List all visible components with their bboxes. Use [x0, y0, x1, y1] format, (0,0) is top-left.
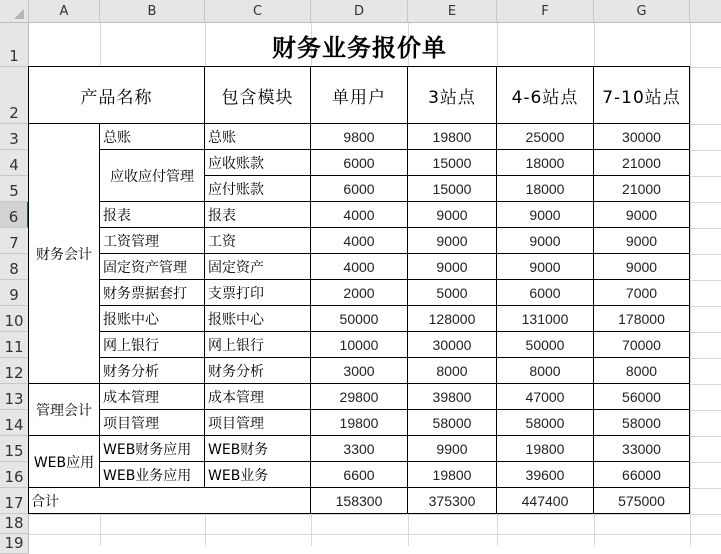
price-7-10-sites[interactable]: 8000 — [593, 357, 690, 384]
price-7-10-sites[interactable]: 7000 — [593, 279, 690, 306]
price-4-6-sites[interactable]: 50000 — [496, 331, 594, 358]
column-header-c[interactable]: C — [205, 0, 311, 23]
row-header-17[interactable]: 17 — [0, 488, 29, 514]
product-cell[interactable]: 应收应付管理 — [99, 149, 205, 202]
price-4-6-sites[interactable]: 131000 — [496, 305, 594, 332]
price-4-6-sites[interactable]: 9000 — [496, 227, 594, 254]
header-3-sites[interactable]: 3站点 — [407, 66, 497, 124]
module-cell[interactable]: WEB财务 — [204, 435, 311, 462]
total-label[interactable]: 合计 — [28, 487, 311, 514]
price-7-10-sites[interactable]: 178000 — [593, 305, 690, 332]
gridline — [29, 534, 721, 535]
price-3-sites[interactable]: 15000 — [407, 149, 497, 176]
price-3-sites[interactable]: 128000 — [407, 305, 497, 332]
module-cell[interactable]: 成本管理 — [204, 383, 311, 410]
product-cell[interactable]: 项目管理 — [99, 409, 205, 436]
row-header-11[interactable]: 11 — [0, 332, 29, 358]
price-single-user[interactable]: 2000 — [310, 279, 408, 306]
header-modules[interactable]: 包含模块 — [204, 66, 311, 124]
product-cell[interactable]: 总账 — [99, 123, 205, 150]
total-3-sites[interactable]: 375300 — [407, 487, 497, 514]
product-cell[interactable]: 报账中心 — [99, 305, 205, 332]
price-7-10-sites[interactable]: 66000 — [593, 461, 690, 488]
price-single-user[interactable]: 10000 — [310, 331, 408, 358]
product-cell[interactable]: 财务票据套打 — [99, 279, 205, 306]
price-4-6-sites[interactable]: 47000 — [496, 383, 594, 410]
row-header-4[interactable]: 4 — [0, 150, 29, 176]
price-7-10-sites[interactable]: 9000 — [593, 253, 690, 280]
price-4-6-sites[interactable]: 9000 — [496, 253, 594, 280]
row-header-14[interactable]: 14 — [0, 410, 29, 436]
module-cell[interactable]: 报账中心 — [204, 305, 311, 332]
price-7-10-sites[interactable]: 21000 — [593, 175, 690, 202]
price-3-sites[interactable]: 5000 — [407, 279, 497, 306]
select-all-triangle-icon — [14, 9, 24, 19]
price-7-10-sites[interactable]: 30000 — [593, 123, 690, 150]
header-4-6-sites[interactable]: 4-6站点 — [496, 66, 594, 124]
price-7-10-sites[interactable]: 56000 — [593, 383, 690, 410]
price-single-user[interactable]: 6600 — [310, 461, 408, 488]
row-header-19[interactable]: 19 — [0, 534, 29, 554]
price-single-user[interactable]: 3000 — [310, 357, 408, 384]
module-cell[interactable]: 应付账款 — [204, 175, 311, 202]
price-single-user[interactable]: 50000 — [310, 305, 408, 332]
group-management-accounting[interactable]: 管理会计 — [28, 383, 100, 436]
module-cell[interactable]: WEB业务 — [204, 461, 311, 488]
price-3-sites[interactable]: 9000 — [407, 227, 497, 254]
price-single-user[interactable]: 19800 — [310, 409, 408, 436]
product-cell[interactable]: 成本管理 — [99, 383, 205, 410]
price-single-user[interactable]: 29800 — [310, 383, 408, 410]
total-4-6-sites[interactable]: 447400 — [496, 487, 594, 514]
price-4-6-sites[interactable]: 25000 — [496, 123, 594, 150]
price-single-user[interactable]: 6000 — [310, 149, 408, 176]
module-cell[interactable]: 项目管理 — [204, 409, 311, 436]
price-3-sites[interactable]: 8000 — [407, 357, 497, 384]
price-7-10-sites[interactable]: 70000 — [593, 331, 690, 358]
product-cell[interactable]: 网上银行 — [99, 331, 205, 358]
product-cell[interactable]: WEB财务应用 — [99, 435, 205, 462]
price-3-sites[interactable]: 9000 — [407, 201, 497, 228]
price-single-user[interactable]: 4000 — [310, 227, 408, 254]
price-3-sites[interactable]: 39800 — [407, 383, 497, 410]
price-7-10-sites[interactable]: 9000 — [593, 201, 690, 228]
column-header-f[interactable]: F — [497, 0, 594, 23]
row-header-3[interactable]: 3 — [0, 124, 29, 150]
price-single-user[interactable]: 4000 — [310, 253, 408, 280]
price-3-sites[interactable]: 19800 — [407, 123, 497, 150]
module-cell[interactable]: 固定资产 — [204, 253, 311, 280]
row-header-9[interactable]: 9 — [0, 280, 29, 306]
price-4-6-sites[interactable]: 18000 — [496, 175, 594, 202]
product-cell[interactable]: 工资管理 — [99, 227, 205, 254]
header-7-10-sites[interactable]: 7-10站点 — [593, 66, 690, 124]
price-single-user[interactable]: 6000 — [310, 175, 408, 202]
group-financial-accounting[interactable]: 财务会计 — [28, 123, 100, 384]
row-header-18[interactable]: 18 — [0, 514, 29, 534]
row-header-16[interactable]: 16 — [0, 462, 29, 488]
price-4-6-sites[interactable]: 39600 — [496, 461, 594, 488]
price-4-6-sites[interactable]: 9000 — [496, 201, 594, 228]
price-4-6-sites[interactable]: 8000 — [496, 357, 594, 384]
module-cell[interactable]: 财务分析 — [204, 357, 311, 384]
price-7-10-sites[interactable]: 9000 — [593, 227, 690, 254]
price-3-sites[interactable]: 9000 — [407, 253, 497, 280]
price-3-sites[interactable]: 58000 — [407, 409, 497, 436]
column-header-d[interactable]: D — [311, 0, 408, 23]
module-cell[interactable]: 网上银行 — [204, 331, 311, 358]
header-single-user[interactable]: 单用户 — [310, 66, 408, 124]
column-header-e[interactable]: E — [408, 0, 497, 23]
row-header-8[interactable]: 8 — [0, 254, 29, 280]
row-header-15[interactable]: 15 — [0, 436, 29, 462]
column-header-b[interactable]: B — [100, 0, 205, 23]
price-single-user[interactable]: 9800 — [310, 123, 408, 150]
price-single-user[interactable]: 3300 — [310, 435, 408, 462]
price-7-10-sites[interactable]: 58000 — [593, 409, 690, 436]
price-3-sites[interactable]: 19800 — [407, 461, 497, 488]
column-header-h[interactable] — [690, 0, 721, 23]
row-header-12[interactable]: 12 — [0, 358, 29, 384]
product-cell[interactable]: 财务分析 — [99, 357, 205, 384]
header-product-name[interactable]: 产品名称 — [28, 66, 205, 124]
row-header-5[interactable]: 5 — [0, 176, 29, 202]
row-header-2[interactable]: 2 — [0, 67, 29, 124]
module-cell[interactable]: 报表 — [204, 201, 311, 228]
price-single-user[interactable]: 4000 — [310, 201, 408, 228]
total-7-10-sites[interactable]: 575000 — [593, 487, 690, 514]
price-3-sites[interactable]: 9900 — [407, 435, 497, 462]
row-header-7[interactable]: 7 — [0, 228, 29, 254]
product-cell[interactable]: 报表 — [99, 201, 205, 228]
row-header-13[interactable]: 13 — [0, 384, 29, 410]
sheet-title[interactable]: 财务业务报价单 — [272, 32, 447, 62]
gridline — [690, 23, 691, 546]
module-cell[interactable]: 工资 — [204, 227, 311, 254]
price-3-sites[interactable]: 30000 — [407, 331, 497, 358]
product-cell[interactable]: WEB业务应用 — [99, 461, 205, 488]
row-header-1[interactable]: 1 — [0, 23, 29, 67]
price-3-sites[interactable]: 15000 — [407, 175, 497, 202]
price-4-6-sites[interactable]: 58000 — [496, 409, 594, 436]
column-header-g[interactable]: G — [594, 0, 690, 23]
module-cell[interactable]: 支票打印 — [204, 279, 311, 306]
price-7-10-sites[interactable]: 33000 — [593, 435, 690, 462]
price-4-6-sites[interactable]: 6000 — [496, 279, 594, 306]
price-4-6-sites[interactable]: 18000 — [496, 149, 594, 176]
product-cell[interactable]: 固定资产管理 — [99, 253, 205, 280]
price-7-10-sites[interactable]: 21000 — [593, 149, 690, 176]
module-cell[interactable]: 总账 — [204, 123, 311, 150]
price-4-6-sites[interactable]: 19800 — [496, 435, 594, 462]
module-cell[interactable]: 应收账款 — [204, 149, 311, 176]
gridline — [29, 514, 721, 515]
row-header-10[interactable]: 10 — [0, 306, 29, 332]
select-all-corner[interactable] — [0, 0, 29, 23]
group-web-apps[interactable]: WEB应用 — [28, 435, 100, 488]
total-single-user[interactable]: 158300 — [310, 487, 408, 514]
row-header-6[interactable]: 6 — [0, 202, 29, 228]
column-header-a[interactable]: A — [29, 0, 100, 23]
